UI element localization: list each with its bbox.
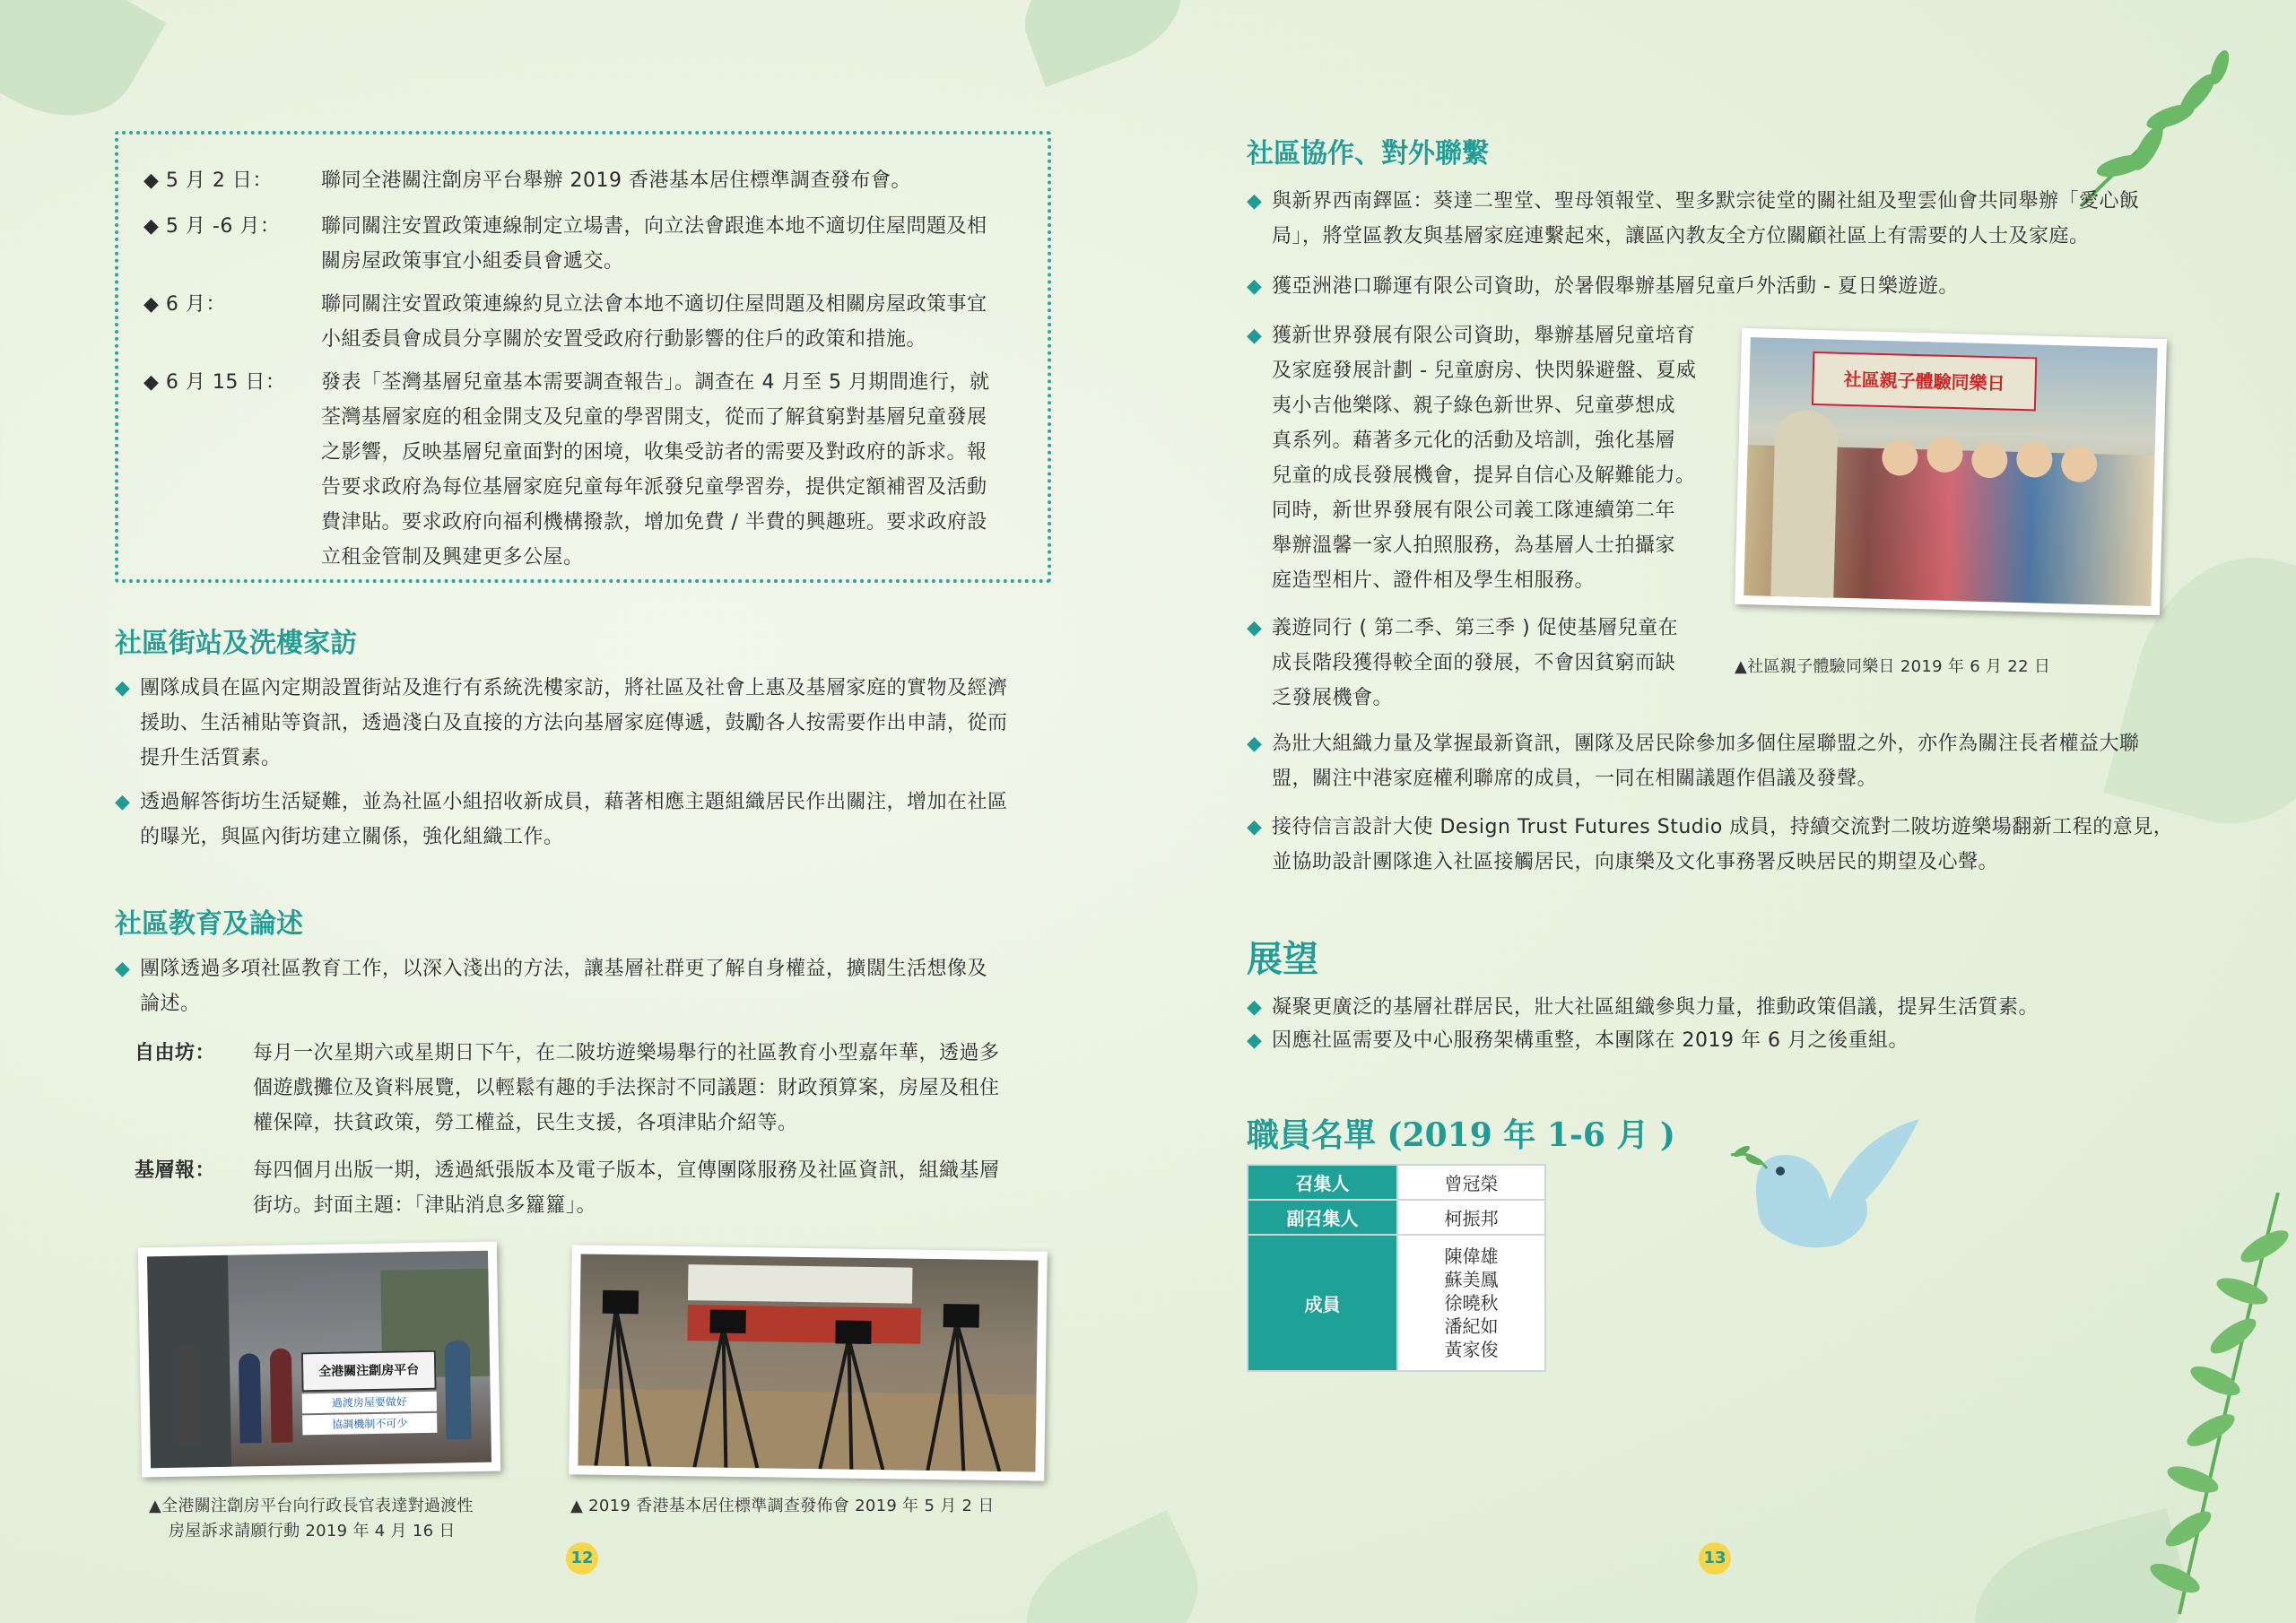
timeline-date: ◆ 5 月 -6 月： xyxy=(144,215,281,238)
staff-table xyxy=(1247,1164,1546,1372)
staff-list-title: 職員名單 (2019 年 1-6 月 ) xyxy=(1247,1116,1675,1154)
press-conference-photo xyxy=(569,1245,1048,1480)
staff-role: 成員 xyxy=(1248,1235,1397,1371)
paragraph-line: 的曝光，與區內街坊建立關係，強化組織工作。 xyxy=(140,826,564,848)
family-event-photo xyxy=(1735,328,2167,615)
paragraph-line: 團隊成員在區內定期設置街站及進行有系統洗樓家訪，將社區及社會上惠及基層家庭的實物及經濟 xyxy=(140,677,1008,699)
bullet-paragraph xyxy=(1247,269,2197,304)
caption-line: ▲全港關注劏房平台向行政長官表達對過渡性 xyxy=(149,1497,474,1515)
caption-line: 房屋訴求請願行動 2019 年 4 月 16 日 xyxy=(169,1522,456,1541)
protest-sign: 過渡房屋要做好 xyxy=(302,1392,437,1414)
timeline-date: ◆ 6 月： xyxy=(144,293,226,316)
bullet-paragraph xyxy=(115,671,1048,776)
timeline-line: 立租金管制及興建更多公屋。 xyxy=(321,546,584,568)
paragraph-line: 庭造型相片、證件相及學生相服務。 xyxy=(1272,569,1596,592)
decorative-leaf xyxy=(0,0,166,147)
protest-photo xyxy=(138,1242,500,1478)
paragraph-line: 局」，將堂區教友與基層家庭連繫起來，讓區內教友全方位關顧社區上有需要的人士及家庭。 xyxy=(1272,225,2090,247)
photo-caption xyxy=(149,1494,474,1544)
bullet-paragraph xyxy=(1247,990,2197,1025)
paragraph-line: 援助、生活補貼等資訊，透過淺白及直接的方法向基層家庭傳遞，鼓勵各人按需要作出申請，從而 xyxy=(140,712,1008,734)
table-row xyxy=(1248,1235,1545,1371)
timeline-entry xyxy=(144,209,1022,281)
paragraph-line: 獲新世界發展有限公司資助，舉辦基層兒童培育 xyxy=(1272,325,1696,347)
section-title: 社區教育及論述 xyxy=(115,908,303,940)
diamond-icon: ◆ xyxy=(115,791,131,813)
paragraph-line: 義遊同行 ( 第二季、第三季 ) 促使基層兒童在 xyxy=(1272,617,1679,639)
paragraph-line: 個遊戲攤位及資料展覽，以輕鬆有趣的手法探討不同議題：財政預算案，房屋及租住 xyxy=(253,1077,1000,1099)
diamond-icon: ◆ xyxy=(1247,617,1263,639)
paragraph-line: 每月一次星期六或星期日下午，在二陂坊遊樂場舉行的社區教育小型嘉年華，透過多 xyxy=(253,1042,1000,1064)
paragraph-line: 權保障，扶貧政策，勞工權益，民生支援，各項津貼介紹等。 xyxy=(253,1112,798,1134)
vine-icon xyxy=(2099,1193,2296,1623)
diamond-icon: ◆ xyxy=(1247,325,1263,347)
dove-icon xyxy=(1722,1101,1937,1263)
photo-caption: ▲ 2019 香港基本居住標準調查發佈會 2019 年 5 月 2 日 xyxy=(570,1497,995,1515)
staff-name: 黃家俊 xyxy=(1444,1339,1499,1360)
timeline-line: 發表「荃灣基層兒童基本需要調查報告」。調查在 4 月至 5 月期間進行，就 xyxy=(321,371,990,394)
table-row xyxy=(1248,1200,1545,1235)
paragraph-line: 兒童的成長發展機會，提昇自信心及解難能力。 xyxy=(1272,464,1696,487)
table-row xyxy=(1248,1165,1545,1200)
timeline-entry xyxy=(144,163,1022,199)
timeline-entry xyxy=(144,365,1022,575)
paragraph-line: 夷小吉他樂隊、親子綠色新世界、兒童夢想成 xyxy=(1272,395,1676,417)
bullet-paragraph xyxy=(1247,1023,2197,1058)
paragraph-line: 論述。 xyxy=(140,993,201,1015)
paragraph-line: 街坊。封面主題：「津貼消息多籮籮」。 xyxy=(253,1194,597,1217)
timeline-text: 聯同全港關注劏房平台舉辦 2019 香港基本居住標準調查發布會。 xyxy=(321,169,911,192)
photo-caption: ▲社區親子體驗同樂日 2019 年 6 月 22 日 xyxy=(1735,657,2051,676)
item-label: 基層報： xyxy=(135,1159,216,1182)
paragraph-line: 舉辦溫馨一家人拍照服務，為基層人士拍攝家 xyxy=(1272,534,1676,557)
section-title: 社區街站及洗樓家訪 xyxy=(115,628,357,659)
bullet-paragraph xyxy=(1247,184,2197,254)
diamond-icon: ◆ xyxy=(1247,733,1263,755)
diamond-icon: ◆ xyxy=(1247,275,1263,298)
staff-name: 蘇美鳳 xyxy=(1444,1269,1499,1290)
paragraph-line: 及家庭發展計劃 - 兒童廚房、快閃躲避盤、夏威 xyxy=(1272,360,1697,382)
bullet-paragraph xyxy=(115,785,1048,855)
timeline-line: 小組委員會成員分享關於安置受政府行動影響的住戶的政策和措施。 xyxy=(321,328,927,351)
bullet-paragraph xyxy=(1247,810,2197,880)
paragraph-line: 每四個月出版一期，透過紙張版本及電子版本，宣傳團隊服務及社區資訊，組織基層 xyxy=(253,1159,1000,1182)
timeline-entry xyxy=(144,287,1022,359)
staff-name: 柯振邦 xyxy=(1397,1200,1545,1235)
timeline-line: 費津貼。要求政府向福利機構撥款，增加免費 / 半費的興趣班。要求政府設 xyxy=(321,511,987,534)
timeline-line: 聯同關注安置政策連線制定立場書，向立法會跟進本地不適切住屋問題及相 xyxy=(321,215,987,238)
bullet-paragraph xyxy=(115,951,1048,1021)
paragraph-line: 團隊透過多項社區教育工作，以深入淺出的方法，讓基層社群更了解自身權益，擴闊生活想像及 xyxy=(140,958,988,980)
paragraph-line: 與新界西南鐸區：葵達二聖堂、聖母領報堂、聖多默宗徒堂的關社組及聖雲仙會共同舉辦「愛心飯 xyxy=(1272,190,2140,213)
timeline-line: 聯同關注安置政策連線約見立法會本地不適切住屋問題及相關房屋政策事宜 xyxy=(321,293,987,316)
diamond-icon: ◆ xyxy=(115,677,131,699)
staff-role: 召集人 xyxy=(1248,1165,1397,1200)
item-body xyxy=(253,1036,1051,1141)
paragraph-line: 盟，關注中港家庭權利聯席的成員，一同在相關議題作倡議及發聲。 xyxy=(1272,768,1878,790)
decorative-leaf xyxy=(1004,1510,1220,1623)
timeline-date: ◆ 6 月 15 日： xyxy=(144,371,286,394)
paragraph-line: 為壯大組織力量及掌握最新資訊，團隊及居民除參加多個住屋聯盟之外，亦作為關注長者權益大聯 xyxy=(1272,733,2140,755)
paragraph-line: 同時，新世界發展有限公司義工隊連續第二年 xyxy=(1272,499,1676,522)
page-number: 13 xyxy=(1699,1542,1731,1575)
diamond-icon: ◆ xyxy=(1247,190,1263,213)
diamond-icon: ◆ xyxy=(1247,996,1263,1019)
staff-role: 副召集人 xyxy=(1248,1200,1397,1235)
event-banner: 社區親子體驗同樂日 xyxy=(1812,352,2037,412)
bullet-paragraph xyxy=(1247,726,2197,796)
item-label: 自由坊： xyxy=(135,1042,216,1064)
paragraph-line: 凝聚更廣泛的基層社群居民，壯大社區組織參與力量，推動政策倡議，提昇生活質素。 xyxy=(1272,996,2039,1019)
staff-name: 曾冠榮 xyxy=(1397,1165,1545,1200)
paragraph-line: 並協助設計團隊進入社區接觸居民，向康樂及文化事務署反映居民的期望及心聲。 xyxy=(1272,851,1999,873)
paragraph-line: 獲亞洲港口聯運有限公司資助，於暑假舉辦基層兒童戶外活動 - 夏日樂遊遊。 xyxy=(1272,275,1959,298)
diamond-icon: ◆ xyxy=(115,958,131,980)
timeline-line: 之影響，反映基層兒童面對的困境，收集受訪者的需要及對政府的訴求。報 xyxy=(321,441,987,464)
staff-members xyxy=(1397,1235,1545,1371)
bullet-paragraph xyxy=(1247,611,1722,716)
staff-name: 陳偉雄 xyxy=(1444,1245,1499,1267)
section-title: 社區協作、對外聯繫 xyxy=(1247,138,1489,169)
paragraph-line: 乏發展機會。 xyxy=(1272,687,1394,709)
item-body xyxy=(253,1153,1051,1223)
staff-name: 徐曉秋 xyxy=(1444,1292,1499,1314)
timeline-line: 荃灣基層家庭的租金開支及兒童的學習開支，從而了解貧窮對基層兒童發展 xyxy=(321,406,987,429)
timeline-line: 關房屋政策事宜小組委員會遞交。 xyxy=(321,250,624,273)
protest-sign: 協調機制不可少 xyxy=(302,1413,437,1436)
staff-name: 潘紀如 xyxy=(1444,1315,1499,1337)
paragraph-line: 真系列。藉著多元化的活動及培訓，強化基層 xyxy=(1272,430,1676,452)
bullet-paragraph xyxy=(1247,318,1722,598)
section-title: 展望 xyxy=(1247,938,1318,980)
diamond-icon: ◆ xyxy=(1247,816,1263,838)
paragraph-line: 提升生活質素。 xyxy=(140,747,282,769)
decorative-leaf xyxy=(1009,0,1197,87)
paragraph-line: 透過解答街坊生活疑難，並為社區小組招收新成員，藉著相應主題組織居民作出關注，增加在社區 xyxy=(140,791,1008,813)
timeline-date: ◆ 5 月 2 日： xyxy=(144,169,273,192)
timeline-line: 告要求政府為每位基層家庭兒童每年派發兒童學習券，提供定額補習及活動 xyxy=(321,476,987,499)
paragraph-line: 成長階段獲得較全面的發展，不會因貧窮而缺 xyxy=(1272,652,1676,674)
paragraph-line: 因應社區需要及中心服務架構重整，本團隊在 2019 年 6 月之後重組。 xyxy=(1272,1029,1909,1052)
paragraph-line: 接待信言設計大使 Design Trust Futures Studio 成員，持續交流對二陂坊遊樂場翻新工程的意見， xyxy=(1272,816,2174,838)
protest-banner: 全港關注劏房平台 xyxy=(301,1350,437,1393)
diamond-icon: ◆ xyxy=(1247,1029,1263,1052)
page-number: 12 xyxy=(566,1542,598,1575)
